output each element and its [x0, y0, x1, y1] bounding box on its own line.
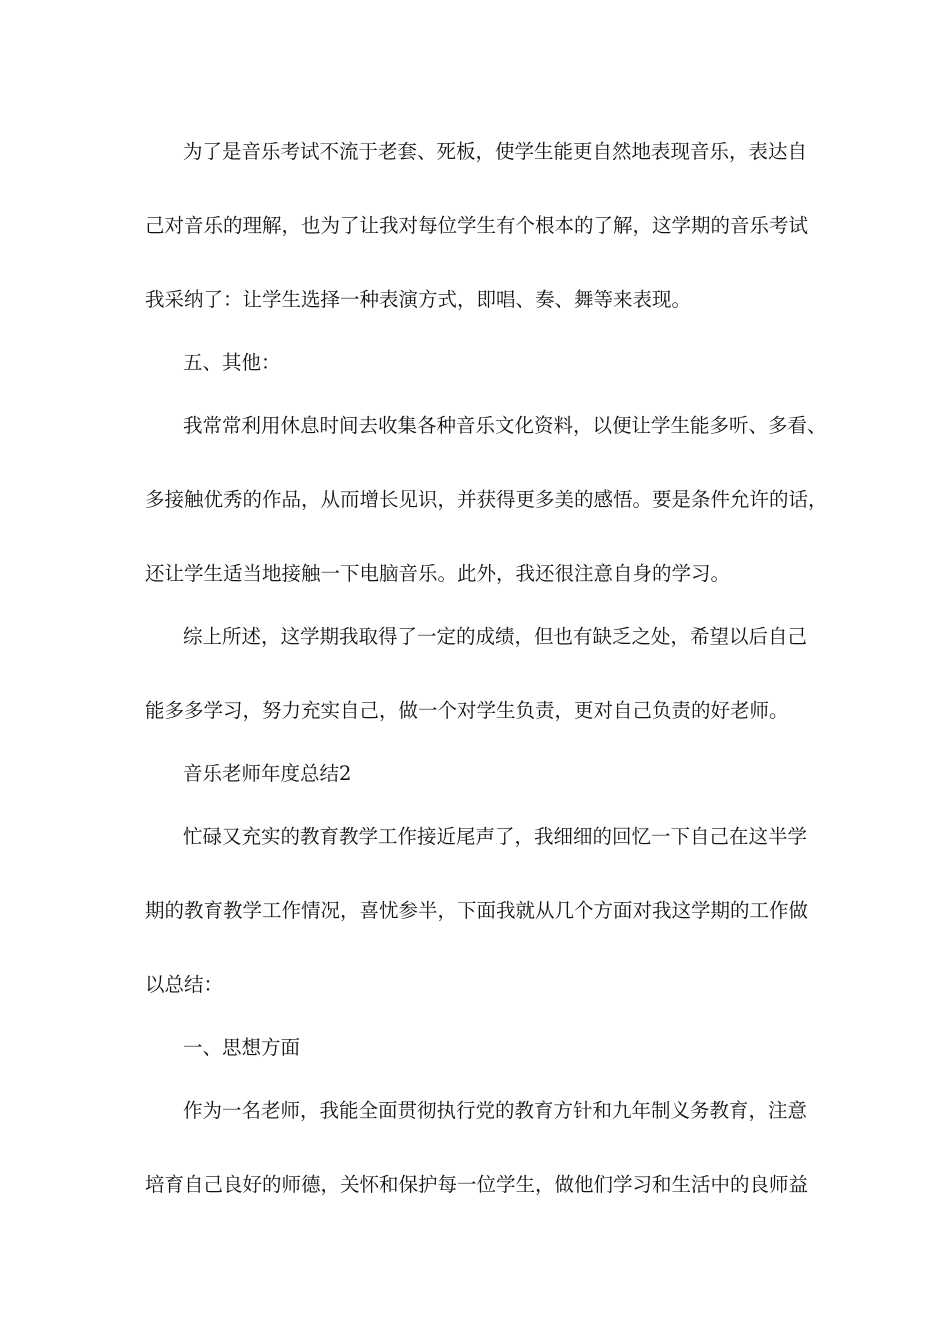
document-title-number: 2	[339, 762, 352, 785]
paragraph-line: 还让学生适当地接触一下电脑音乐。此外，我还很注意自身的学习。	[145, 562, 731, 585]
document-title-text: 音乐老师年度总结	[183, 762, 340, 785]
section-heading: 一、思想方面	[183, 1036, 301, 1059]
paragraph-line: 为了是音乐考试不流于老套、死板，使学生能更自然地表现音乐，表达自	[183, 140, 808, 163]
paragraph-line: 作为一名老师，我能全面贯彻执行党的教育方针和九年制义务教育，注意	[183, 1099, 808, 1122]
paragraph-line: 多接触优秀的作品，从而增长见识，并获得更多美的感悟。要是条件允许的话，	[145, 488, 828, 511]
paragraph-line: 以总结：	[145, 973, 224, 996]
paragraph-line: 我常常利用休息时间去收集各种音乐文化资料，以便让学生能多听、多看、	[183, 414, 827, 437]
paragraph-line: 综上所述，这学期我取得了一定的成绩，但也有缺乏之处，希望以后自己	[183, 625, 808, 648]
paragraph-line: 培育自己良好的师德，关怀和保护每一位学生，做他们学习和生活中的良师益	[145, 1173, 809, 1196]
paragraph-line: 期的教育教学工作情况，喜忧参半，下面我就从几个方面对我这学期的工作做	[145, 899, 809, 922]
section-heading: 五、其他：	[183, 351, 281, 374]
paragraph-line: 己对音乐的理解，也为了让我对每位学生有个根本的了解，这学期的音乐考试	[145, 214, 809, 237]
paragraph-line: 忙碌又充实的教育教学工作接近尾声了，我细细的回忆一下自己在这半学	[183, 825, 808, 848]
paragraph-line: 我采纳了：让学生选择一种表演方式，即唱、奏、舞等来表现。	[145, 288, 692, 311]
document-title	[183, 761, 351, 787]
paragraph-line: 能多多学习，努力充实自己，做一个对学生负责，更对自己负责的好老师。	[145, 699, 789, 722]
